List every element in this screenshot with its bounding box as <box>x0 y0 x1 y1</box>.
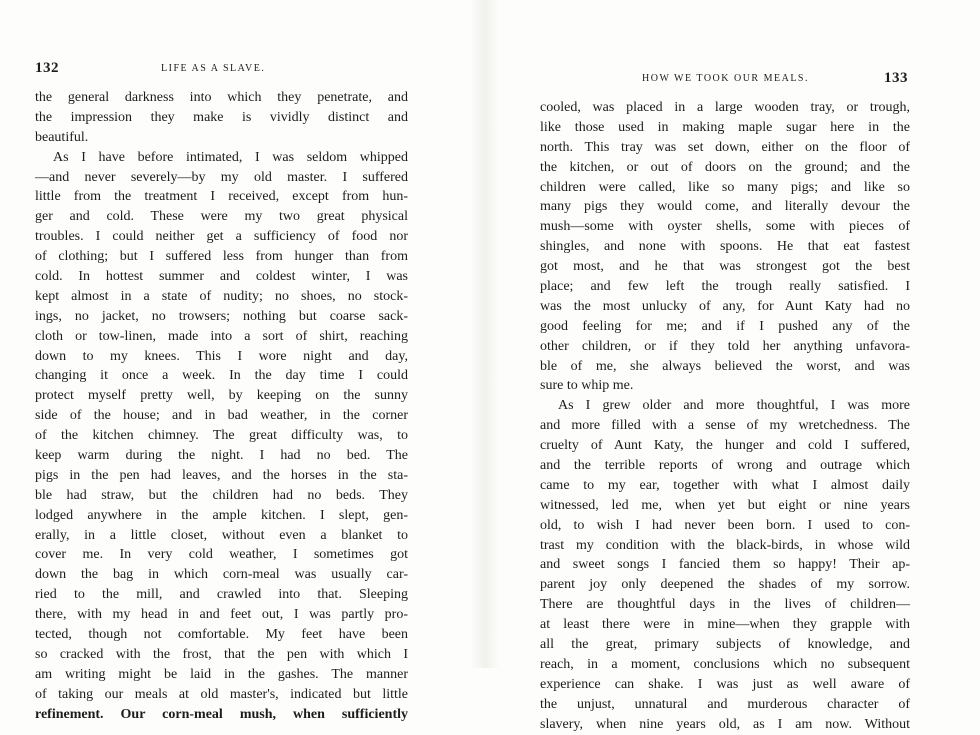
right-page-text <box>540 98 910 735</box>
text-line: of taking our meals at old master's, indicated but little <box>35 686 408 702</box>
text-line: so cracked with the frost, that the pen with which I <box>35 646 408 662</box>
text-line: all the great, primary subjects of knowledge, and <box>540 637 910 653</box>
text-line: was the most unlucky of any, for Aunt Katy had no <box>540 298 910 314</box>
text-line: little from the treatment I received, except from hun- <box>35 189 408 205</box>
text-line: side of the house; and in bad weather, in the corner <box>35 408 408 424</box>
book-gutter <box>470 0 500 668</box>
text-line: As I have before intimated, I was seldom whipped <box>53 149 408 165</box>
text-line: lodged anywhere in the ample kitchen. I slept, gen- <box>35 507 408 523</box>
text-line: many pigs they would come, and literally devour the <box>540 199 910 215</box>
text-line: and the terrible reports of wrong and outrage which <box>540 458 910 474</box>
text-line: there, with my head in and feet out, I was partly pro- <box>35 607 408 623</box>
text-line: came to my ear, together with what I almost daily <box>540 477 910 493</box>
text-line: cover me. In very cold weather, I sometimes got <box>35 547 408 563</box>
text-line: place; and few left the trough really satisfied. I <box>540 279 910 295</box>
text-line: ble of me, she always believed the worst, and was <box>540 358 910 374</box>
text-line: cooled, was placed in a large wooden tray, or trough, <box>540 100 910 115</box>
text-line: changing it once a week. In the day time I could <box>35 368 408 384</box>
text-line: trast my condition with the black-birds, in whose wild <box>540 537 910 553</box>
text-line: children were called, like so many pigs; and like so <box>540 179 910 195</box>
text-line: ried to the mill, and crawled into that. Sleeping <box>35 587 408 603</box>
text-line: north. This tray was set down, either on the floor of <box>540 139 910 155</box>
text-line: parent joy only deepened the shades of my sorrow. <box>540 577 910 593</box>
text-line: witnessed, led me, when yet but eight or nine years <box>540 497 910 513</box>
page-number: 133 <box>884 70 908 86</box>
left-page-header <box>35 60 435 80</box>
text-line: other children, or if they told her anything unfavora- <box>540 338 910 354</box>
text-line: shingles, and none with spoons. He that eat fastest <box>540 239 910 255</box>
text-line: at least there were in mine—when they grapple with <box>540 617 910 633</box>
text-line: cold. In hottest summer and coldest winter, I was <box>35 269 408 285</box>
text-line: of clothing; but I suffered less from hunger than from <box>35 249 408 265</box>
text-line: ings, no jacket, no trowsers; nothing but coarse sack- <box>35 308 408 324</box>
text-line: kept almost in a state of nudity; no shoes, no stock- <box>35 288 408 304</box>
text-line: the general darkness into which they penetrate, and <box>35 90 408 105</box>
text-line: and more filled with a sense of my wretchedness. The <box>540 418 910 434</box>
running-title: LIFE AS A SLAVE. <box>161 63 266 74</box>
text-line: and sweet songs I fancied them so happy! Their ap- <box>540 557 910 573</box>
text-line: the kitchen, or out of doors on the ground; and the <box>540 159 910 175</box>
text-line: like those used in making maple sugar here in the <box>540 119 910 135</box>
text-line: old, to wish I had never been born. I used to con- <box>540 517 910 533</box>
text-line: of the kitchen chimney. The great difficulty was, to <box>35 428 408 444</box>
running-title: HOW WE TOOK OUR MEALS. <box>642 73 809 84</box>
text-line: down to my knees. This I wore night and day, <box>35 348 408 364</box>
text-line: cloth or tow-linen, made into a sort of shirt, reaching <box>35 328 408 344</box>
text-line: beautiful. <box>35 129 89 145</box>
right-page-header <box>540 70 908 90</box>
text-line: mush—some with oyster shells, some with pieces of <box>540 219 910 235</box>
text-line: troubles. I could neither get a sufficiency of food nor <box>35 229 408 245</box>
text-line: There are thoughtful days in the lives of children— <box>540 597 910 613</box>
text-line: the impression they make is vividly distinct and <box>35 109 408 125</box>
text-line: the unjust, unnatural and murderous character of <box>540 696 910 712</box>
text-line: got most, and he that was strongest got the best <box>540 259 910 275</box>
text-line: reach, in a moment, conclusions which no subsequent <box>540 656 910 672</box>
text-line: slavery, when nine years old, as I am now. Without <box>540 716 910 732</box>
text-line: As I grew older and more thoughtful, I was more <box>558 398 910 414</box>
left-page <box>0 0 470 722</box>
text-line: cruelty of Aunt Katy, the hunger and cold I suffered, <box>540 438 910 454</box>
text-line: pigs in the pen had leaves, and the horses in the sta- <box>35 467 408 483</box>
text-line: down the bag in which corn-meal was usually car- <box>35 567 408 583</box>
text-line: sure to whip me. <box>540 378 634 394</box>
text-line: —and never severely—by my old master. I suffered <box>35 169 408 185</box>
text-line: tected, though not comfortable. My feet have been <box>35 627 408 643</box>
text-line: am writing might be laid in the gashes. The manner <box>35 666 408 682</box>
text-line: ble had straw, but the children had no beds. They <box>35 487 408 503</box>
text-line: erally, in a little closet, without even a blanket to <box>35 527 408 543</box>
text-line: ger and cold. These were my two great physical <box>35 209 408 225</box>
text-line: good feeling for me; and if I pushed any of the <box>540 318 910 334</box>
page-number: 132 <box>35 60 59 76</box>
text-line: protect myself pretty well, by keeping on the sunny <box>35 388 408 404</box>
left-page-text <box>35 88 408 725</box>
text-line: refinement. Our corn-meal mush, when sufficiently <box>35 706 408 722</box>
text-line: keep warm during the night. I had no bed. The <box>35 448 408 464</box>
text-line: experience can shake. I was just as well aware of <box>540 676 910 692</box>
right-page <box>500 0 980 732</box>
